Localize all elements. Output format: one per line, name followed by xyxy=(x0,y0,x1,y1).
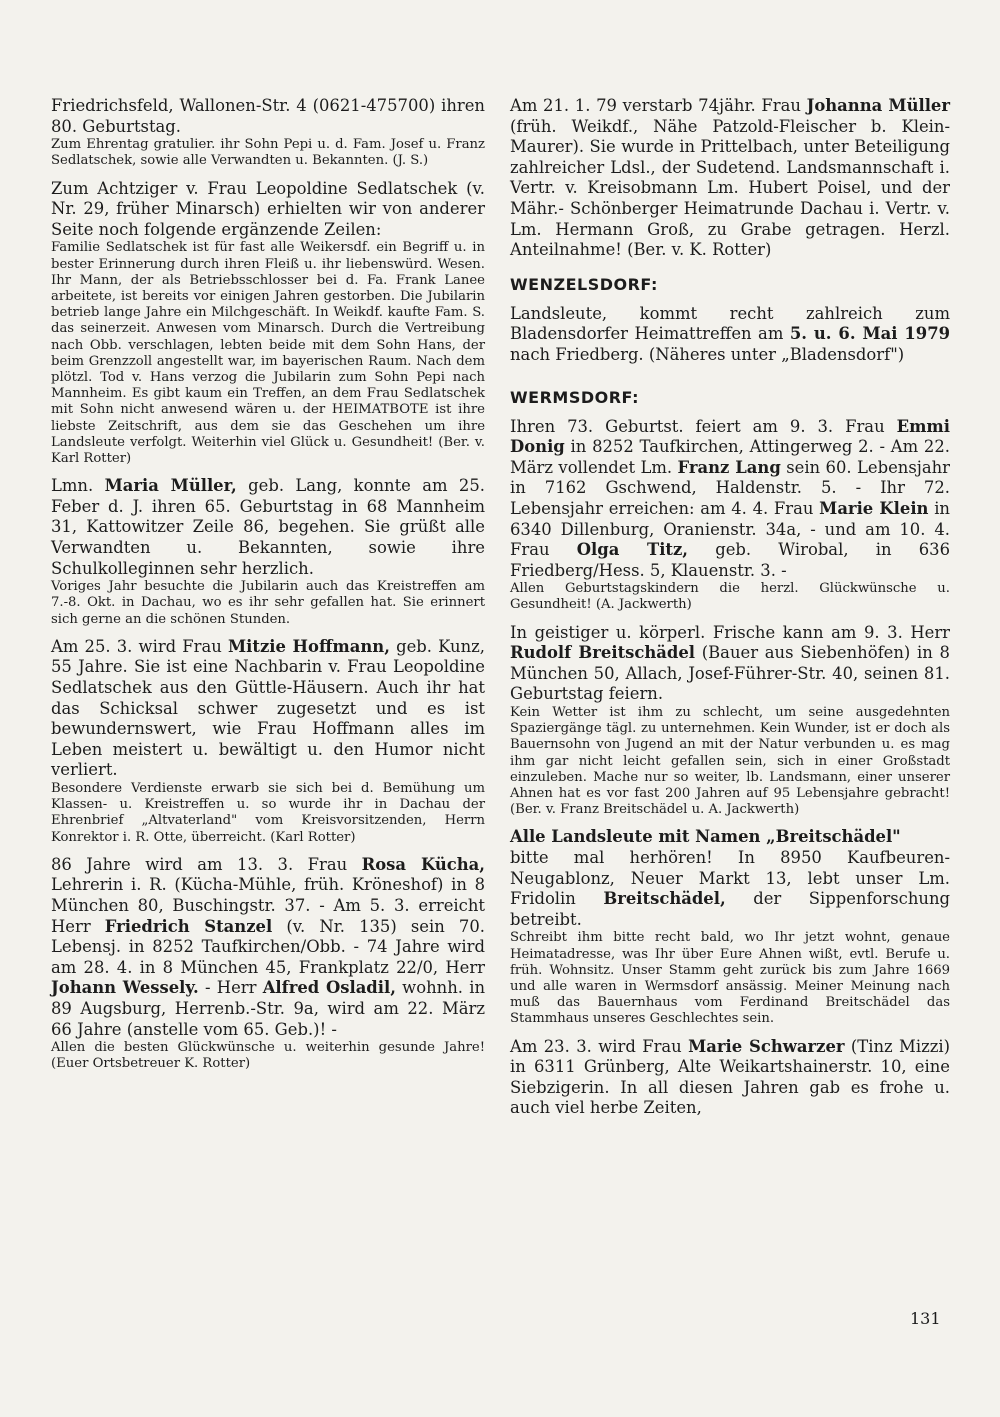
person-name: Maria Müller, xyxy=(104,476,237,496)
article-text xyxy=(51,637,485,781)
person-name: Mitzie Hoffmann, xyxy=(228,636,390,656)
person-name: Johann Wessely. xyxy=(51,978,199,998)
text-run: Am 21. 1. 79 verstarb 74jähr. Frau xyxy=(510,96,807,115)
article-maria-mueller xyxy=(51,476,485,628)
section-heading-wermsdorf: WERMSDORF: xyxy=(510,387,639,407)
article-subheading: Alle Landsleute mit Namen „Breitschädel" xyxy=(510,827,901,847)
text-run: nach Friedberg. (Näheres unter „Bladensdorf") xyxy=(510,344,905,364)
text-run: geb. Wirobal, in 636 Friedberg/Hess. 5, Klauenstr. 3. - xyxy=(510,540,950,580)
text-run: 86 Jahre wird am 13. 3. Frau xyxy=(51,854,362,874)
article-note: Allen Geburtstagskindern die herzl. Glückwünsche u. Gesundheit! (A. Jackwerth) xyxy=(510,581,950,613)
article-text: Zum Achtziger v. Frau Leopoldine Sedlatschek (v. Nr. 29, früher Minarsch) erhielten wir von anderer Seite noch folgende ergänzende Zeilen: xyxy=(51,178,485,239)
article-text xyxy=(510,96,950,261)
text-run: In geistiger u. körperl. Frische kann am 9. 3. Herr xyxy=(510,622,950,642)
article-note: Voriges Jahr besuchte die Jubilarin auch das Kreistreffen am 7.-8. Okt. in Dachau, wo es ihr sehr gefallen hat. Sie erinnert sich gerne an die schönen Stunden. xyxy=(51,579,485,627)
person-name: Rosa Kücha, xyxy=(361,854,486,874)
section-heading-wenzelsdorf: WENZELSDORF: xyxy=(510,274,658,294)
text-run: der Sippenforschung betreibt. xyxy=(510,889,951,929)
article-marie-schwarzer xyxy=(510,1037,950,1119)
person-name: Johanna Müller xyxy=(806,96,950,115)
text-run: Am 23. 3. wird Frau xyxy=(510,1036,689,1056)
article-note: Schreibt ihm bitte recht bald, wo Ihr jetzt wohnt, genaue Heimatadresse, was Ihr über Eure Ahnen wißt, evtl. Berufe u. früh. Wohnsitz. Unser Stamm geht zurück bis zum Jahre 1669 und alle waren in Wermsdorf ansässig. Meiner Meinung nach muß das Bauernhaus vom Ferdinand Breitschädel das Stammhaus unseres Geschlechtes sein. xyxy=(510,930,950,1027)
text-run: (früh. Weikdf., Nähe Patzold-Fleischer b. Klein-Maurer). Sie wurde in Prittelbach, unter Beteiligung zahlreicher Ldsl., der Sudetend. Landsmannschaft i. Vertr. v. Kreisobmann Lm. Hubert Poisel, und der Mähr.- Schönberger Heimatrunde Dachau i. Vertr. v. Lm. Hermann Groß, zu Grabe getragen. Herzl. Anteilnahme! (Ber. v. K. Rotter) xyxy=(510,116,950,260)
left-column xyxy=(51,96,485,1082)
person-name: Rudolf Breitschädel xyxy=(510,643,696,663)
text-run: Lehrerin i. R. (Kücha-Mühle, früh. Kröneshof) in 8 München 80, Buschingstr. 37. - Am 5. 3. erreicht Herr xyxy=(51,875,485,936)
text-run: geb. Kunz, 55 Jahre. Sie ist eine Nachbarin v. Frau Leopoldine Sedlatschek aus den Güttle-Häusern. Auch ihr hat das Schicksal schwer zugesetzt und es ist bewundernswert, wie Frau Hoffmann alles im Leben meistert u. bewältigt u. den Humor nicht verliert. xyxy=(51,636,485,780)
person-name: Breitschädel, xyxy=(603,889,726,909)
text-run: geb. Lang, konnte am 25. Feber d. J. ihren 65. Geburtstag in 68 Mannheim 31, Kattowitzer Zeile 86, begehen. Sie grüßt alle Verwandten u. Bekannten, sowie ihre Schulkolleginnen sehr herzlich. xyxy=(51,476,485,578)
article-text xyxy=(510,848,950,930)
text-run: (v. Nr. 135) sein 70. Lebensj. in 8252 Taufkirchen/Obb. - 74 Jahre wird am 28. 4. in 8 München 45, Frankplatz 22/0, Herr xyxy=(51,916,485,977)
person-name: Alfred Osladil, xyxy=(262,978,396,998)
text-run: (Tinz Mizzi) in 6311 Grünberg, Alte Weikartshainerstr. 10, eine Siebzigerin. In all diesen Jahren gab es frohe u. auch viel herbe Zeiten, xyxy=(510,1036,950,1118)
article-text xyxy=(51,476,485,579)
text-run: in 6340 Dillenburg, Oranienstr. 34a, - und am 10. 4. Frau xyxy=(510,498,950,560)
article-rudolf-breitschaedel xyxy=(510,623,950,819)
text-run: Am 25. 3. wird Frau xyxy=(51,636,228,656)
article-mitzie-hoffmann xyxy=(51,637,485,846)
person-name: Marie Schwarzer xyxy=(688,1036,845,1056)
event-date: 5. u. 6. Mai 1979 xyxy=(789,324,951,344)
article-note: Zum Ehrentag gratulier. ihr Sohn Pepi u. d. Fam. Josef u. Franz Sedlatschek, sowie alle Verwandten u. Bekannten. (J. S.) xyxy=(51,137,485,169)
article-note: Kein Wetter ist ihm zu schlecht, um seine ausgedehnten Spaziergänge tägl. zu unternehmen. Kein Wunder, ist er doch als Bauernsohn von Jugend an mit der Natur verbunden u. es mag ihm gar nicht leicht gefallen sein, sich in einer Großstadt einzuleben. Mache nur so weiter, lb. Landsmann, einer unserer Ahnen hat es vor fast 200 Jahren auf 95 Lebensjahre gebracht! (Ber. v. Franz Breitschädel u. A. Jackwerth) xyxy=(510,705,950,818)
article-breitschaedel-genealogy xyxy=(510,827,950,1027)
article-text xyxy=(510,304,950,366)
article-note: Besondere Verdienste erwarb sie sich bei d. Bemühung um Klassen- u. Kreistreffen u. so wurde ihr in Dachau der Ehrenbrief „Altvaterland" vom Kreisvorsitzenden, Herrn Konrektor i. R. Otte, überreicht. (Karl Rotter) xyxy=(51,780,485,845)
article-text xyxy=(51,855,485,1040)
article-sedlatschek-80 xyxy=(51,96,485,170)
text-run: sein 60. Lebensjahr in 7162 Gschwend, Haldenstr. 5. - Ihr 72. Lebensjahr erreichen: am 4. 4. Frau xyxy=(510,457,950,518)
article-wenzelsdorf xyxy=(510,304,950,366)
article-text: Friedrichsfeld, Wallonen-Str. 4 (0621-475700) ihren 80. Geburtstag. xyxy=(51,96,485,136)
text-run: wohnh. in 89 Augsburg, Herrenb.-Str. 9a, wird am 22. März 66 Jahre (anstelle vom 65. Geb.)! - xyxy=(51,978,485,1039)
article-birthdays-list xyxy=(51,855,485,1073)
article-wermsdorf-birthdays xyxy=(510,417,950,614)
person-name: Marie Klein xyxy=(819,498,929,518)
person-name: Franz Lang xyxy=(677,457,781,477)
article-note: Allen die besten Glückwünsche u. weiterhin gesunde Jahre! (Euer Ortsbetreuer K. Rotter) xyxy=(51,1040,485,1072)
person-name: Friedrich Stanzel xyxy=(104,916,273,936)
article-sedlatschek-supplement xyxy=(51,179,485,468)
person-name: Olga Titz, xyxy=(576,540,689,560)
person-name: Emmi Donig xyxy=(510,416,950,457)
article-johanna-mueller xyxy=(510,96,950,261)
text-run: - Herr xyxy=(198,978,263,998)
article-text xyxy=(510,623,950,705)
text-run: Ihren 73. Geburtst. feiert am 9. 3. Frau xyxy=(510,416,897,436)
text-run: bitte mal herhören! In 8950 Kaufbeuren-Neugablonz, Neuer Markt 13, lebt unser Lm. Fridolin xyxy=(510,848,950,909)
text-run: (Bauer aus Siebenhöfen) in 8 München 50, Allach, Josef-Führer-Str. 40, seinen 81. Geburtstag feiern. xyxy=(510,643,950,704)
text-run: in 8252 Taufkirchen, Attingerweg 2. - Am 22. März vollendet Lm. xyxy=(510,437,950,477)
right-column xyxy=(510,96,950,1128)
article-text xyxy=(510,1037,950,1119)
article-text xyxy=(510,417,950,582)
text-run: Landsleute, kommt recht zahlreich zum Bladensdorfer Heimattreffen am xyxy=(510,303,950,344)
article-note: Familie Sedlatschek ist für fast alle Weikersdf. ein Begriff u. in bester Erinnerung durch ihren Fleiß u. ihr liebenswürd. Wesen. Ihr Mann, der als Betriebsschlosser bei d. Fa. Frank Lanee arbeitete, ist bereits vor einigen Jahren gestorben. Die Jubilarin betrieb lange Jahre ein Milchgeschäft. In Weikdf. kaufte Fam. S. das seinerzeit. Anwesen vom Minarsch. Durch die Vertreibung nach Obb. verschlagen, lebten beide mit dem Sohn Hans, der beim Grenzzoll angestellt war, im bayerischen Raum. Nach dem plötzl. Tod v. Hans verzog die Jubilarin zum Sohn Pepi nach Mannheim. Es gibt kaum ein Treffen, an dem Frau Sedlatschek mit Sohn nicht anwesend wären u. der HEIMATBOTE ist ihre liebste Zeitschrift, aus dem sie das Geschehen um ihre Landsleute verfolgt. Weiterhin viel Glück u. Gesundheit! (Ber. v. Karl Rotter) xyxy=(51,240,485,467)
page-number: 131 xyxy=(910,1309,941,1328)
text-run: Lmn. xyxy=(51,476,105,496)
